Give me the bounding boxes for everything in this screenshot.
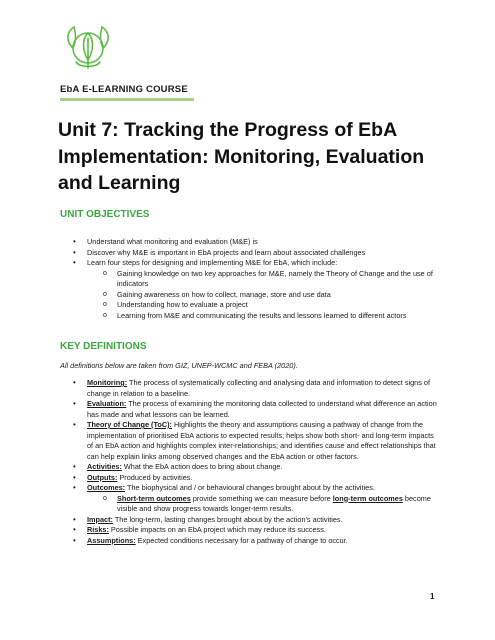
definition-term: Assumptions:	[87, 535, 136, 545]
definition-text: provide something we can measure before	[190, 493, 333, 503]
definition-text: The long-term, lasting changes brought about by the action's activities.	[112, 514, 343, 524]
definition-item	[87, 399, 437, 420]
definition-item	[87, 378, 437, 399]
sub-list-item: o Gaining knowledge on two key approaches for M&E, namely the Theory of Change and the use of indicators	[117, 269, 437, 290]
definition-text: Expected conditions necessary for a pathway of change to occur.	[135, 535, 348, 545]
page-title: Unit 7: Tracking the Progress of EbA Implementation: Monitoring, Evaluation and Learning	[58, 119, 425, 194]
list-item: • Understand what monitoring and evaluation (M&E) is	[87, 237, 437, 248]
objectives-list	[87, 237, 437, 321]
definition-item	[87, 515, 437, 526]
definition-item	[87, 462, 437, 473]
sub-list-item: o Gaining awareness on how to collect, manage, store and use data	[117, 290, 437, 301]
definitions-heading: KEY DEFINITIONS	[60, 341, 147, 352]
list-item	[87, 258, 437, 321]
definition-item	[87, 420, 437, 462]
definition-item	[87, 473, 437, 484]
definition-term: Evaluation:	[87, 399, 127, 408]
definition-term: Impact:	[87, 514, 113, 524]
sub-list-item	[117, 494, 437, 515]
definitions-list	[87, 378, 437, 546]
definition-term: Short-term outcomes	[117, 493, 191, 503]
definitions-source-note: All definitions below are taken from GIZ, UNEP-WCMC and FEBA (2020).	[60, 361, 298, 370]
list-item-text: Learn four steps for designing and implementing M&E for EbA, which include:	[87, 258, 338, 267]
definition-term: Activities:	[87, 462, 122, 471]
definition-item	[87, 525, 437, 536]
definition-item	[87, 536, 437, 547]
objectives-sublist	[117, 269, 437, 322]
globe-leaves-icon	[62, 24, 114, 72]
definition-text: The process of systematically collecting and analysing data and information to detect signs of change in relation to a baseline.	[87, 378, 430, 398]
sub-list-item: o Learning from M&E and communicating the results and lessons learned to different actors	[117, 311, 437, 322]
sub-list-item: o Understanding how to evaluate a project	[117, 300, 437, 311]
definition-term: Monitoring:	[87, 378, 128, 387]
outcomes-sublist	[117, 494, 437, 515]
definition-text: become visible and show progress towards longer-term results.	[117, 493, 431, 513]
course-label: EbA E-LEARNING COURSE	[60, 84, 188, 95]
definition-term: long-term outcomes	[332, 493, 403, 503]
definition-term: Theory of Change (ToC):	[87, 420, 172, 429]
definition-text: What the EbA action does to bring about change.	[121, 462, 283, 471]
definition-text: Produced by activities.	[117, 472, 193, 482]
definition-term: Outcomes:	[87, 483, 126, 492]
definition-text: Highlights the theory and assumptions causing a pathway of change from the implementation of prioritised EbA actions to expected results; helps show both short- and long-term impacts of an EbA action and highlights complex inter-relationships; and identifies cause and effect relationships that can help explain links among observed changes and the EbA action or other factors.	[87, 420, 436, 461]
page-number: 1	[430, 592, 435, 601]
list-item: • Discover why M&E is important in EbA projects and learn about associated challenges	[87, 248, 437, 259]
definition-text: Possible impacts on an EbA project which may reduce its success.	[108, 525, 326, 534]
objectives-heading: UNIT OBJECTIVES	[60, 209, 150, 220]
definition-term: Outputs:	[87, 472, 118, 482]
definition-item	[87, 483, 437, 515]
definition-text: The biophysical and / or behavioural changes brought about by the activities.	[125, 483, 375, 492]
definition-text: The process of examining the monitoring data collected to understand what difference an action has made and what lessons can be learned.	[87, 399, 437, 419]
course-underline	[60, 98, 194, 101]
definition-term: Risks:	[87, 525, 109, 534]
